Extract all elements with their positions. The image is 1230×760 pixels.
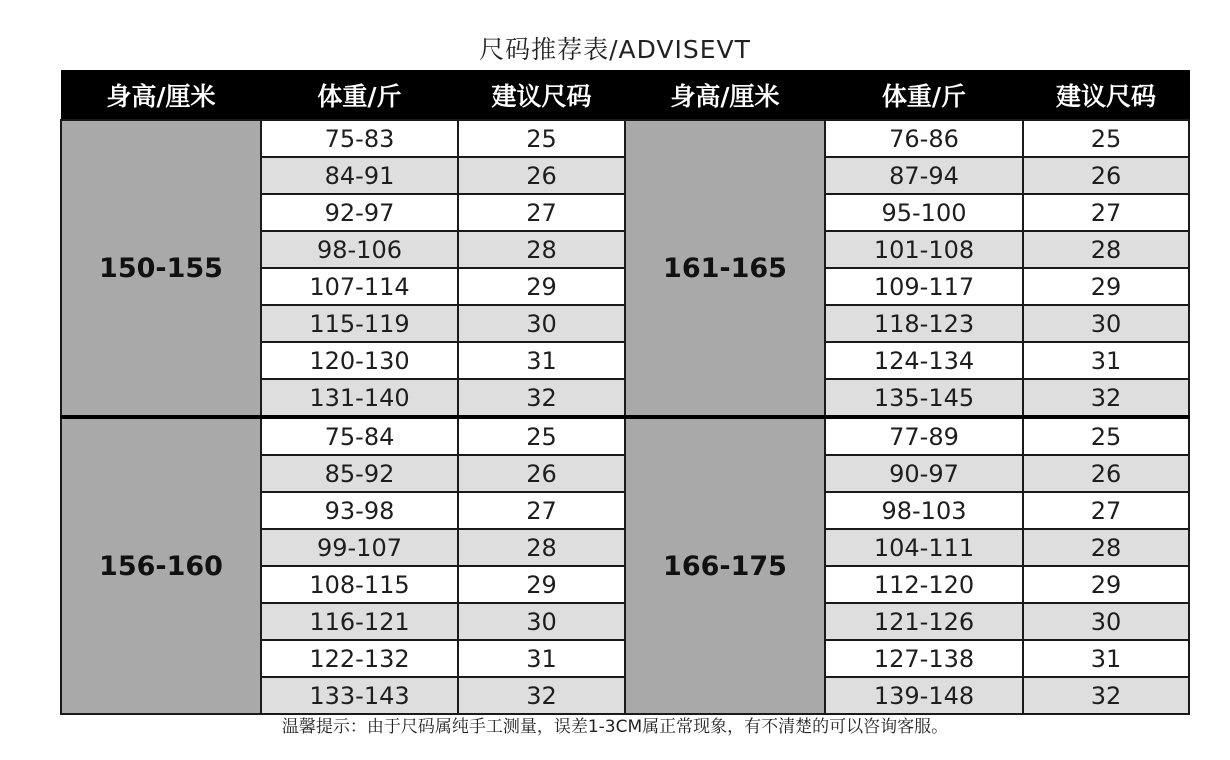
size-value-left: 26 xyxy=(458,157,625,194)
size-value-left: 32 xyxy=(458,677,625,714)
size-value-left: 28 xyxy=(458,529,625,566)
size-value-right: 28 xyxy=(1023,529,1189,566)
weight-range-left: 75-83 xyxy=(261,120,458,157)
size-value-right: 27 xyxy=(1023,492,1189,529)
weight-range-right: 124-134 xyxy=(825,342,1023,379)
weight-range-right: 90-97 xyxy=(825,455,1023,492)
weight-range-right: 127-138 xyxy=(825,640,1023,677)
size-value-left: 29 xyxy=(458,566,625,603)
size-value-right: 25 xyxy=(1023,120,1189,157)
height-range-left: 156-160 xyxy=(61,417,261,714)
size-value-left: 25 xyxy=(458,417,625,455)
weight-range-left: 85-92 xyxy=(261,455,458,492)
size-value-left: 27 xyxy=(458,492,625,529)
header-row xyxy=(61,71,1189,121)
size-value-right: 30 xyxy=(1023,305,1189,342)
weight-range-left: 75-84 xyxy=(261,417,458,455)
weight-range-right: 135-145 xyxy=(825,379,1023,417)
header-size-right: 建议尺码 xyxy=(1023,71,1189,121)
weight-range-left: 116-121 xyxy=(261,603,458,640)
size-value-right: 31 xyxy=(1023,342,1189,379)
weight-range-left: 122-132 xyxy=(261,640,458,677)
size-chart-table xyxy=(60,70,1190,715)
weight-range-right: 87-94 xyxy=(825,157,1023,194)
page-title: 尺码推荐表/ADVISEVT xyxy=(479,35,751,64)
weight-range-right: 139-148 xyxy=(825,677,1023,714)
size-value-right: 25 xyxy=(1023,417,1189,455)
size-value-left: 28 xyxy=(458,231,625,268)
weight-range-left: 99-107 xyxy=(261,529,458,566)
size-value-left: 26 xyxy=(458,455,625,492)
size-value-left: 29 xyxy=(458,268,625,305)
header-height-left: 身高/厘米 xyxy=(61,71,261,121)
weight-range-right: 77-89 xyxy=(825,417,1023,455)
weight-range-right: 118-123 xyxy=(825,305,1023,342)
header-height-right: 身高/厘米 xyxy=(625,71,825,121)
size-value-left: 32 xyxy=(458,379,625,417)
size-value-right: 26 xyxy=(1023,455,1189,492)
weight-range-left: 133-143 xyxy=(261,677,458,714)
weight-range-right: 112-120 xyxy=(825,566,1023,603)
weight-range-left: 107-114 xyxy=(261,268,458,305)
size-value-right: 29 xyxy=(1023,566,1189,603)
weight-range-left: 92-97 xyxy=(261,194,458,231)
size-value-right: 26 xyxy=(1023,157,1189,194)
weight-range-right: 121-126 xyxy=(825,603,1023,640)
weight-range-right: 95-100 xyxy=(825,194,1023,231)
weight-range-left: 120-130 xyxy=(261,342,458,379)
table-row xyxy=(61,120,1189,157)
size-value-right: 27 xyxy=(1023,194,1189,231)
weight-range-left: 108-115 xyxy=(261,566,458,603)
size-value-right: 29 xyxy=(1023,268,1189,305)
size-value-left: 30 xyxy=(458,305,625,342)
weight-range-left: 84-91 xyxy=(261,157,458,194)
size-value-left: 25 xyxy=(458,120,625,157)
size-value-right: 28 xyxy=(1023,231,1189,268)
weight-range-right: 76-86 xyxy=(825,120,1023,157)
height-range-right: 166-175 xyxy=(625,417,825,714)
weight-range-left: 131-140 xyxy=(261,379,458,417)
weight-range-left: 115-119 xyxy=(261,305,458,342)
header-size-left: 建议尺码 xyxy=(458,71,625,121)
size-value-left: 27 xyxy=(458,194,625,231)
height-range-left: 150-155 xyxy=(61,120,261,417)
weight-range-right: 101-108 xyxy=(825,231,1023,268)
height-range-right: 161-165 xyxy=(625,120,825,417)
weight-range-right: 104-111 xyxy=(825,529,1023,566)
size-value-left: 31 xyxy=(458,342,625,379)
size-value-right: 31 xyxy=(1023,640,1189,677)
size-value-right: 32 xyxy=(1023,379,1189,417)
size-value-left: 31 xyxy=(458,640,625,677)
weight-range-right: 109-117 xyxy=(825,268,1023,305)
weight-range-left: 93-98 xyxy=(261,492,458,529)
table-row xyxy=(61,417,1189,455)
size-value-right: 30 xyxy=(1023,603,1189,640)
weight-range-right: 98-103 xyxy=(825,492,1023,529)
size-value-left: 30 xyxy=(458,603,625,640)
size-chart-body xyxy=(61,120,1189,714)
header-weight-left: 体重/斤 xyxy=(261,71,458,121)
footnote: 温馨提示：由于尺码属纯手工测量，误差1-3CM属正常现象，有不清楚的可以咨询客服。 xyxy=(281,717,949,737)
header-weight-right: 体重/斤 xyxy=(825,71,1023,121)
size-chart-table-wrap xyxy=(60,70,1188,710)
weight-range-left: 98-106 xyxy=(261,231,458,268)
size-value-right: 32 xyxy=(1023,677,1189,714)
